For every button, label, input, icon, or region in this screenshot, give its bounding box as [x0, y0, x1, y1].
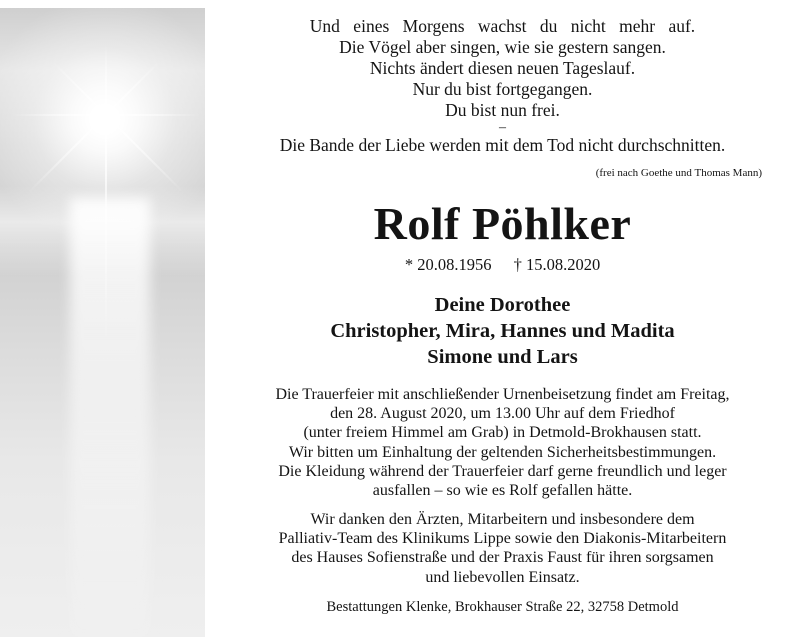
funeral-notice [205, 385, 800, 500]
notice-line: (unter freiem Himmel am Grab) in Detmold-Brokhausen statt. [303, 424, 702, 442]
life-dates [205, 255, 800, 275]
poem [205, 16, 800, 156]
mourner-line: Christopher, Mira, Hannes und Madita [330, 320, 675, 342]
poem-source: (frei nach Goethe und Thomas Mann) [595, 167, 762, 179]
sun-ray [105, 115, 107, 345]
notice-line: ausfallen – so wie es Rolf gefallen hätte. [372, 482, 633, 500]
thanks-line: des Hauses Sofienstraße und der Praxis Faust für ihren sorgsamen [291, 549, 714, 567]
thanks-line: Wir danken den Ärzten, Mitarbeitern und insbesondere dem [310, 511, 695, 528]
sunrise-sea-image [0, 8, 205, 637]
notice-text-column [205, 0, 800, 637]
mourner-line: Deine Dorothee [434, 294, 571, 316]
thanks-paragraph [205, 510, 800, 587]
poem-line: Nichts ändert diesen neuen Tageslauf. [369, 58, 636, 78]
thanks-line: Palliativ-Team des Klinikums Lippe sowie den Diakonis-Mitarbeitern [278, 530, 727, 548]
notice-line: Die Trauerfeier mit anschließender Urnenbeisetzung findet am Freitag, [275, 386, 730, 403]
poem-line: Die Bande der Liebe werden mit dem Tod nicht durchschnitten. [279, 135, 726, 155]
poem-line: Und eines Morgens wachst du nicht mehr auf. [309, 16, 696, 36]
funeral-home-footer: Bestattungen Klenke, Brokhauser Straße 22, 32758 Detmold [326, 599, 679, 615]
water-reflection [70, 198, 150, 637]
notice-line: Die Kleidung während der Trauerfeier darf gerne freundlich und leger [278, 462, 727, 480]
mourners-list [205, 292, 800, 370]
poem-line: Du bist nun frei. [445, 100, 560, 120]
death-date: † 15.08.2020 [513, 255, 601, 274]
poem-line: Die Vögel aber singen, wie sie gestern sangen. [339, 37, 666, 57]
notice-line: den 28. August 2020, um 13.00 Uhr auf dem Friedhof [330, 405, 675, 423]
poem-separator: – [499, 120, 506, 135]
thanks-line: und liebevollen Einsatz. [425, 568, 580, 586]
birth-date: * 20.08.1956 [404, 255, 492, 274]
mourner-line: Simone und Lars [427, 346, 578, 368]
sun-ray [106, 114, 201, 116]
sun-ray [11, 114, 106, 116]
sun-ray [105, 45, 107, 115]
deceased-name: Rolf Pöhlker [373, 198, 632, 249]
poem-line: Nur du bist fortgegangen. [412, 79, 593, 99]
notice-line: Wir bitten um Einhaltung der geltenden Sicherheitsbestimmungen. [288, 443, 717, 461]
